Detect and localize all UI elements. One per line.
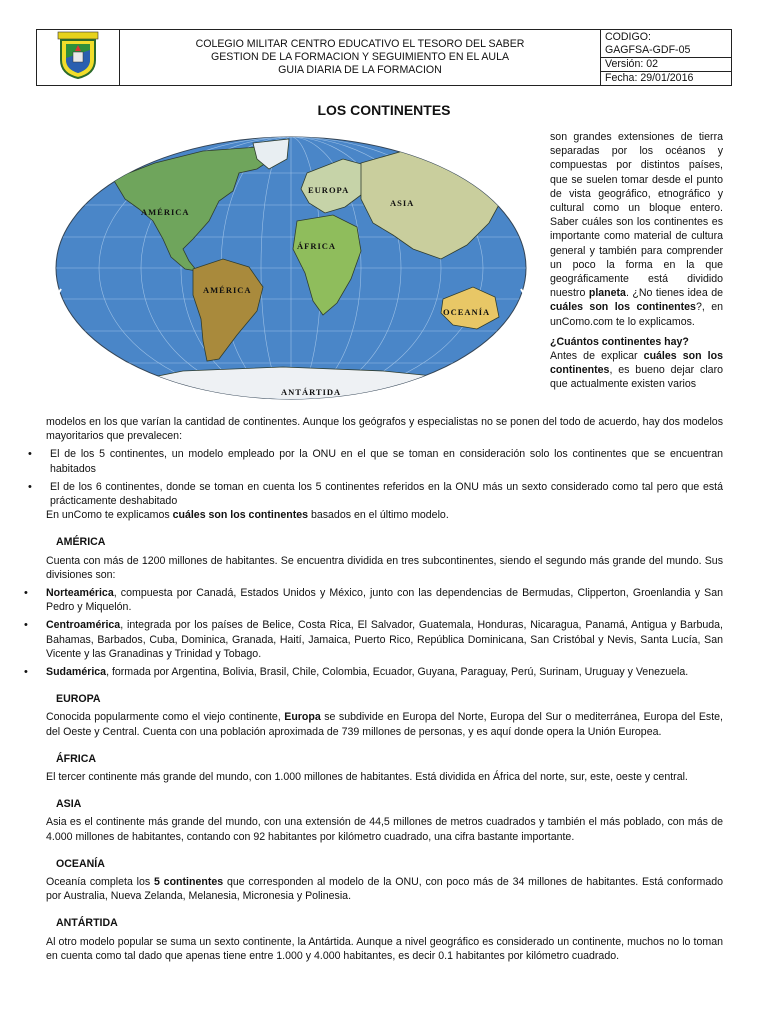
main-content xyxy=(46,415,723,963)
management-line: GESTION DE LA FORMACION Y SEGUIMIENTO EN EL AULA xyxy=(210,51,510,63)
label-africa: ÁFRICA xyxy=(297,241,337,251)
label-antartida: ANTÁRTIDA xyxy=(281,387,342,397)
asia-heading: ASIA xyxy=(56,798,82,811)
asia-text: Asia es el continente más grande del mundo, con una extensión de 44,5 millones de metros cuadrados y también el más poblado, con más de 4.000 millones de habitantes, contando con 92 habitantes por kilómetro cuadrado, una cifra bastante importante. xyxy=(46,816,723,843)
version: Versión: 02 xyxy=(601,57,731,71)
codigo-value: GAGFSA-GDF-05 xyxy=(605,43,691,56)
america-divisions xyxy=(46,586,723,679)
models-intro: Antes de explicar cuáles son los continentes, es bueno dejar claro que actualmente existen varios xyxy=(550,350,723,391)
norteamerica-item: • Norteamérica, compuesta por Canadá, Estados Unidos y México, junto con las dependencias de Bermudas, Clipperton, Groenlandia y San Pedro y Miquelón. xyxy=(46,586,723,614)
label-europa: EUROPA xyxy=(308,185,350,195)
fecha: Fecha: 29/01/2016 xyxy=(601,71,731,85)
header-meta-cell xyxy=(601,30,732,86)
school-crest-logo xyxy=(53,30,103,80)
model-6-item: • El de los 6 continentes, donde se toman en cuenta los 5 continentes referidos en la ONU más un sexto considerado como tal pero que está prácticamente deshabitado xyxy=(50,480,723,508)
prev-arrow-icon[interactable] xyxy=(51,289,61,321)
europa-heading: EUROPA xyxy=(56,693,101,706)
label-america-north: AMÉRICA xyxy=(141,207,190,217)
antartida-heading: ANTÁRTIDA xyxy=(56,917,118,930)
world-map xyxy=(43,129,540,409)
document-header xyxy=(36,29,732,86)
header-title-cell xyxy=(120,30,601,86)
model-5-item: • El de los 5 continentes, un modelo empleado por la ONU en el que se toman en consideración solo los continentes que se encuentran habitados xyxy=(50,447,723,475)
oceania-heading: OCEANÍA xyxy=(56,857,105,870)
continents-definition: son grandes extensiones de tierra separadas por los océanos y compuestas por distintos países, que se suelen tomar desde el punto de vista geográfico, etnográfico y cultural como un bloque entero. Saber cuáles son los continentes es importante como material de cultura general y también para comprender un poco la forma en la que geográficamente está dividido nuestro planeta. ¿No tienes idea de cuáles son los continentes?, en unComo.com te lo explicamos. xyxy=(550,131,724,328)
models-list xyxy=(50,447,723,508)
oceania-text: Oceanía completa los 5 continentes que corresponden al modelo de la ONU, con poco más de 34 millones de habitantes. Está conformado por Australia, Nueva Zelanda, Melanesia, Micronesia y Polinesia. xyxy=(46,876,723,903)
last-model-note: En unComo te explicamos cuáles son los continentes basados en el último modelo. xyxy=(46,509,449,522)
page-title: LOS CONTINENTES xyxy=(317,102,451,118)
europa-text: Conocida popularmente como el viejo continente, Europa se subdivide en Europa del Norte, Europa del Sur o mediterránea, Europa del Este, del Oeste y Central. Cuenta con una población aproximada de 739 millones de personas, y es aquí donde opera la Unión Europea. xyxy=(46,711,723,738)
america-heading: AMÉRICA xyxy=(56,536,106,549)
guide-line: GUIA DIARIA DE LA FORMACION xyxy=(278,64,442,76)
intro-continuation: modelos en los que varían la cantidad de continentes. Aunque los geógrafos y especialistas no se ponen del todo de acuerdo, hay dos modelos mayoritarios que prevalecen: xyxy=(46,416,723,443)
centroamerica-item: • Centroamérica, integrada por los países de Belice, Costa Rica, El Salvador, Guatemala, Honduras, Nicaragua, Panamá, Antigua y Barbuda, Bahamas, Barbados, Cuba, Dominica, Granada, Haití, Jamaica, Puerto Rico, República Dominicana, San Cristóbal y Nevis, Santa Lucía, San Vicente y las Granadinas y Trinidad y Tobago. xyxy=(46,618,723,661)
america-text: Cuenta con más de 1200 millones de habitantes. Se encuentra dividida en tres subcontinentes, siendo el segundo más grande del mundo. Sus divisiones son: xyxy=(46,554,723,581)
label-asia: ASIA xyxy=(390,198,415,208)
sudamerica-item: • Sudamérica, formada por Argentina, Bolivia, Brasil, Chile, Colombia, Ecuador, Guyana, Paraguay, Perú, Surinam, Uruguay y Venezuela. xyxy=(46,665,723,679)
next-arrow-icon[interactable] xyxy=(521,289,531,321)
side-text xyxy=(550,130,723,392)
antartida-text: Al otro modelo popular se suma un sexto continente, la Antártida. Aunque a nivel geográfico es considerado un continente, muchos no lo toman en cuenta como tal dado que apenas tiene entre 1.000 y 4.000 habitantes, es decir 0.1 habitantes por kilómetro cuadrado. xyxy=(46,935,723,962)
label-oceania: OCEANÍA xyxy=(443,307,491,317)
label-america-south: AMÉRICA xyxy=(203,285,252,295)
school-name: COLEGIO MILITAR CENTRO EDUCATIVO EL TESORO DEL SABER xyxy=(195,38,525,50)
africa-heading: ÁFRICA xyxy=(56,752,97,765)
codigo-label: CODIGO: xyxy=(605,30,651,43)
question-heading: ¿Cuántos continentes hay? xyxy=(550,335,689,348)
africa-text: El tercer continente más grande del mundo, con 1.000 millones de habitantes. Está dividida en África del norte, sur, este, oeste y central. xyxy=(46,771,688,784)
logo-cell xyxy=(37,30,120,86)
